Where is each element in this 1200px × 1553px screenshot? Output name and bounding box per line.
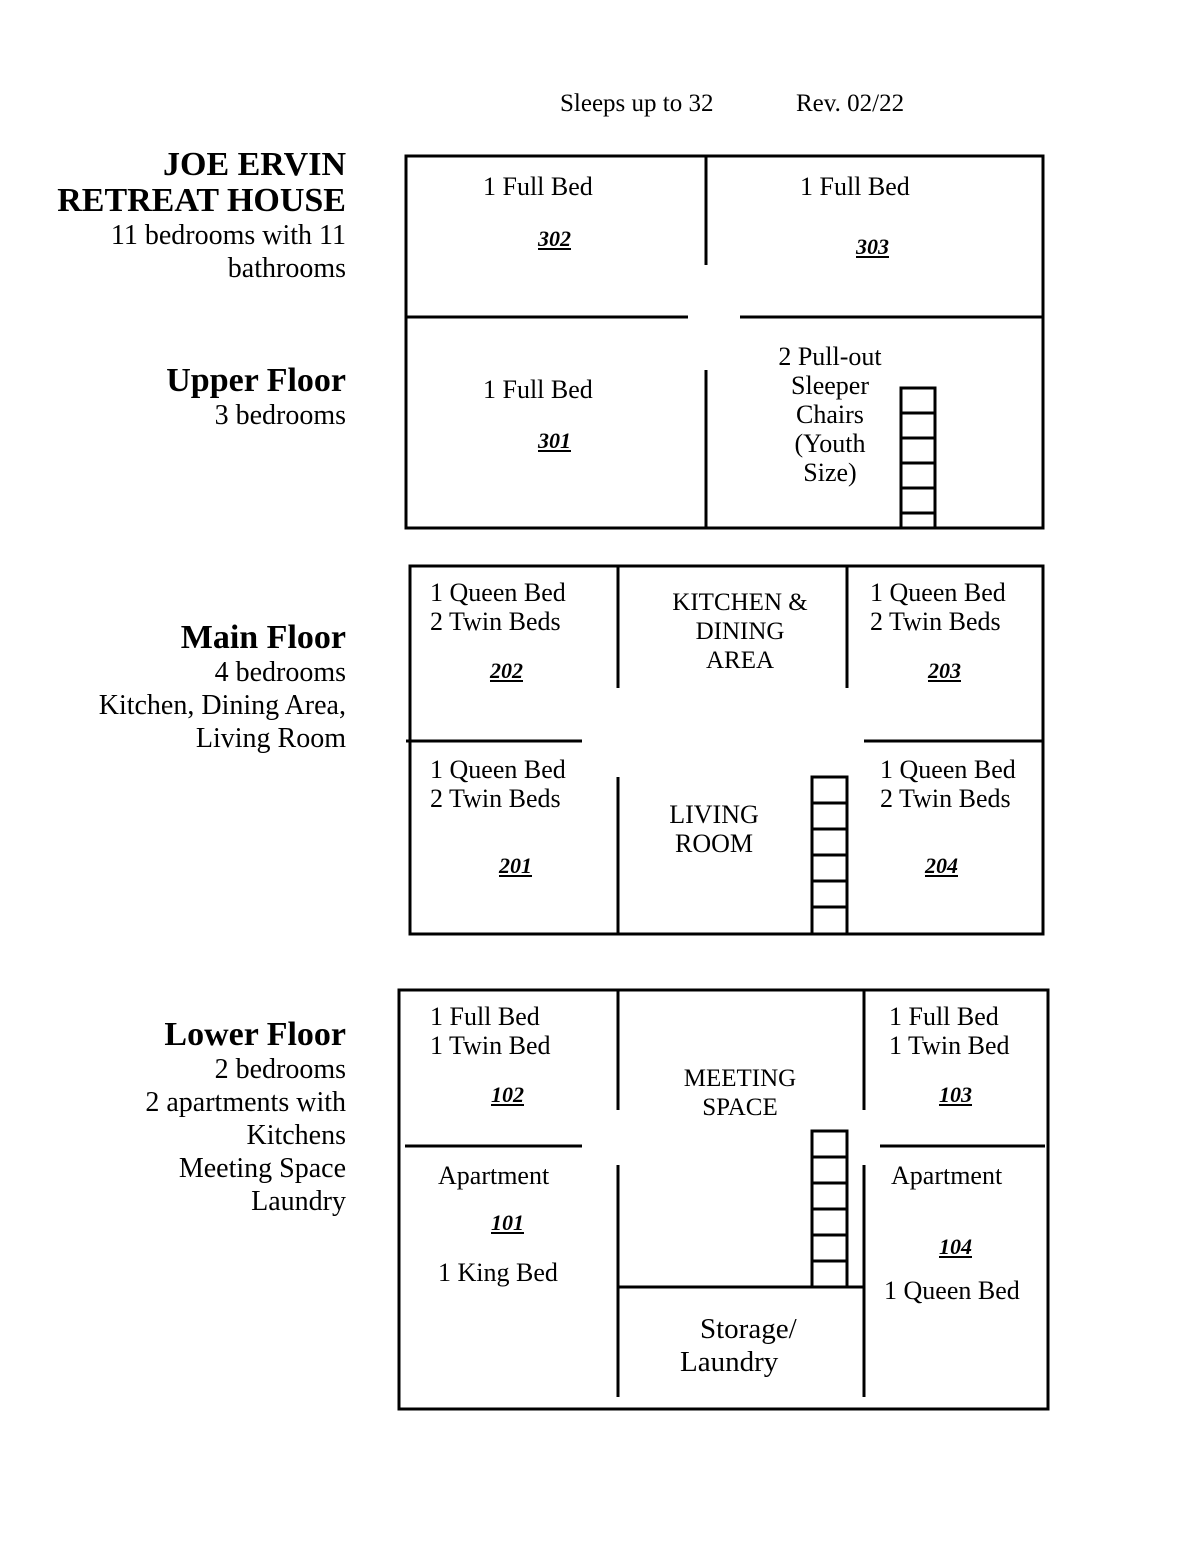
meeting-line2: SPACE: [702, 1094, 778, 1121]
room-103-number: 103: [939, 1082, 972, 1107]
room-101-label: Apartment: [438, 1161, 550, 1190]
upper-floor-line1: 3 bedrooms: [214, 400, 346, 431]
room-202-number: 202: [490, 658, 523, 683]
sleeper-line2: Sleeper: [791, 371, 869, 400]
house-desc-line2: bathrooms: [227, 253, 346, 284]
room-204-beds: [880, 755, 1016, 813]
storage-line2: Laundry: [680, 1346, 779, 1378]
room-202-beds: [430, 578, 566, 636]
room-103-bed-line2: 1 Twin Bed: [889, 1031, 1010, 1060]
kitchen-line3: AREA: [705, 647, 775, 674]
room-201-bed-line1: 1 Queen Bed: [430, 755, 566, 784]
sleeper-line4: (Youth: [794, 429, 866, 458]
sleeper-line5: Size): [803, 458, 857, 487]
lower-floor-line5: Laundry: [251, 1186, 346, 1217]
room-204-bed-line2: 2 Twin Beds: [880, 784, 1011, 813]
living-line1: LIVING: [669, 800, 759, 829]
room-101-number: 101: [491, 1210, 524, 1235]
sleeps-capacity: Sleeps up to 32: [560, 90, 714, 117]
living-line2: ROOM: [674, 829, 753, 858]
sleeper-line3: Chairs: [796, 400, 864, 429]
lower-staircase: [812, 1131, 847, 1287]
room-203-beds: [870, 578, 1006, 636]
sleeper-line1: 2 Pull-out: [778, 342, 882, 371]
kitchen-line1: KITCHEN &: [672, 589, 808, 616]
upper-floor-title: Upper Floor: [166, 362, 346, 399]
room-104-number: 104: [939, 1234, 972, 1259]
room-201-bed-line2: 2 Twin Beds: [430, 784, 561, 813]
meeting-space-area: [660, 1064, 820, 1122]
room-102-bed-line2: 1 Twin Bed: [430, 1031, 551, 1060]
meeting-line1: MEETING: [683, 1065, 797, 1092]
room-103-bed-line1: 1 Full Bed: [889, 1002, 999, 1031]
room-104-label: Apartment: [891, 1161, 1003, 1190]
room-204-bed-line1: 1 Queen Bed: [880, 755, 1016, 784]
main-staircase: [812, 777, 847, 934]
lower-floor-line4: Meeting Space: [178, 1153, 346, 1184]
room-301-number: 301: [538, 428, 571, 453]
room-203-bed-line1: 1 Queen Bed: [870, 578, 1006, 607]
room-201-number: 201: [499, 853, 532, 878]
kitchen-dining-area: [640, 588, 840, 675]
storage-line1: Storage/: [700, 1313, 797, 1345]
room-302-beds: 1 Full Bed: [483, 172, 593, 201]
lower-floor-line3: Kitchens: [246, 1120, 346, 1151]
main-floor-line2: Kitchen, Dining Area,: [98, 690, 346, 721]
main-floor-line3: Living Room: [195, 723, 346, 754]
lower-floor-line2: 2 apartments with: [145, 1087, 346, 1118]
room-104-beds: 1 Queen Bed: [884, 1276, 1020, 1305]
room-102-number: 102: [491, 1082, 524, 1107]
house-title-line1: JOE ERVIN: [163, 146, 346, 183]
room-101-beds: 1 King Bed: [438, 1258, 558, 1287]
room-202-bed-line2: 2 Twin Beds: [430, 607, 561, 636]
room-201-beds: [430, 755, 566, 813]
house-title-line2: RETREAT HOUSE: [57, 182, 346, 219]
upper-floor-outline: [406, 156, 1043, 528]
house-desc-line1: 11 bedrooms with 11: [110, 220, 346, 251]
room-203-number: 203: [928, 658, 961, 683]
room-302-number: 302: [538, 226, 571, 251]
room-203-bed-line2: 2 Twin Beds: [870, 607, 1001, 636]
room-303-number: 303: [856, 234, 889, 259]
revision-date: Rev. 02/22: [796, 90, 905, 117]
room-202-bed-line1: 1 Queen Bed: [430, 578, 566, 607]
room-204-number: 204: [925, 853, 958, 878]
main-floor-line1: 4 bedrooms: [214, 657, 346, 688]
kitchen-line2: DINING: [695, 618, 785, 645]
lower-floor-title: Lower Floor: [164, 1016, 346, 1053]
lower-floor-line1: 2 bedrooms: [214, 1054, 346, 1085]
room-102-beds: [430, 1002, 550, 1060]
room-301-beds: 1 Full Bed: [483, 375, 593, 404]
main-floor-title: Main Floor: [180, 619, 346, 656]
room-103-beds: [889, 1002, 1009, 1060]
room-303-beds: 1 Full Bed: [800, 172, 910, 201]
sleeper-chairs-area: [750, 342, 910, 487]
room-102-bed-line1: 1 Full Bed: [430, 1002, 540, 1031]
living-room-area: [644, 800, 784, 858]
